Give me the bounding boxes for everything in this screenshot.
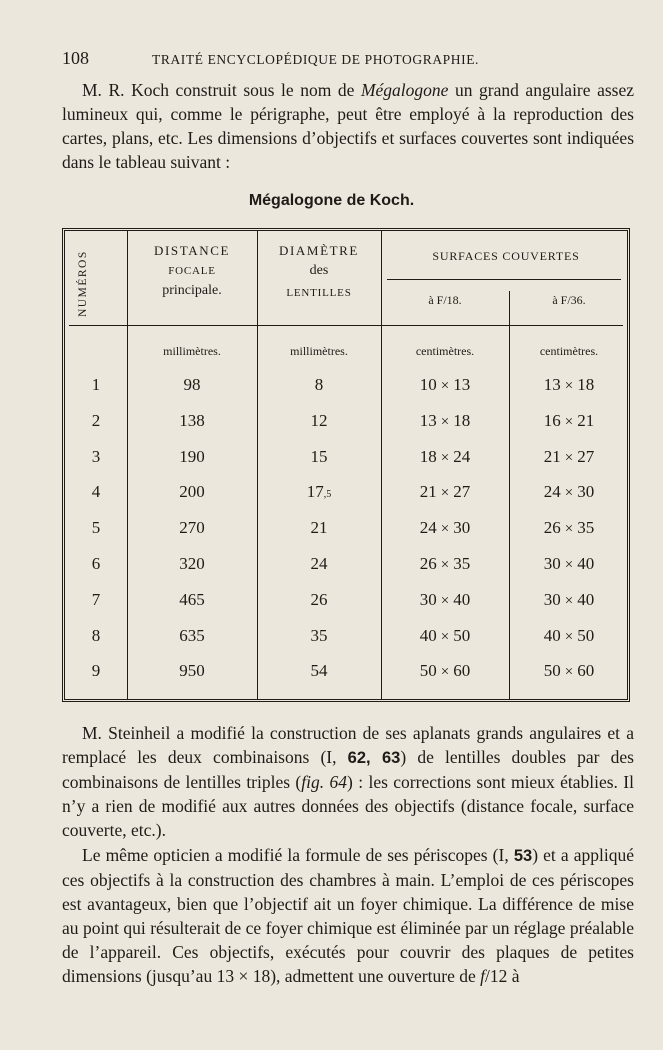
cell-num: 8 bbox=[91, 625, 101, 645]
cell-focale: 190 bbox=[179, 446, 205, 466]
cell-f36: 26 × 35 bbox=[543, 518, 595, 538]
header-distance-1: DISTANCE bbox=[153, 243, 231, 258]
header-diametre-1: DIAMÈTRE bbox=[279, 243, 359, 258]
para2-text-1: M. Steinheil a modifié la construction de ses aplanats grands angulaires et a remplacé les deux combinaisons (I, bbox=[62, 723, 634, 767]
intro-text-2: un grand angulaire assez lumineux qui, comme le périgraphe, peut être employé à la reproduction des cartes, plans, etc. Les dimensions d’objectifs et surfaces couvertes sont indiquées dans le tableau suivant : bbox=[62, 80, 635, 172]
header-surfaces: SURFACES COUVERTES bbox=[432, 249, 580, 263]
cell-diametre: 21 bbox=[310, 518, 328, 538]
cell-f18: 40 × 50 bbox=[419, 625, 471, 645]
intro-lens-name: Mégalogone bbox=[360, 80, 449, 100]
cell-f18: 10 × 13 bbox=[419, 375, 471, 394]
cell-f18: 13 × 18 bbox=[419, 410, 471, 430]
cell-focale: 320 bbox=[179, 554, 205, 573]
cell-f18: 18 × 24 bbox=[419, 446, 471, 466]
steinheil-paragraph bbox=[62, 721, 634, 842]
surfaces-rule bbox=[387, 279, 621, 280]
header-distance-2: FOCALE bbox=[168, 265, 216, 277]
cell-num: 1 bbox=[91, 375, 101, 394]
cell-focale: 138 bbox=[179, 410, 205, 430]
para2-ref: 62, 63 bbox=[347, 749, 401, 767]
cell-f18: 30 × 40 bbox=[419, 589, 471, 609]
cell-f36: 13 × 18 bbox=[543, 375, 595, 394]
cell-focale: 270 bbox=[179, 518, 205, 538]
cell-f36: 40 × 50 bbox=[543, 625, 595, 645]
unit-f18: centimètres. bbox=[415, 344, 475, 358]
cell-focale: 200 bbox=[179, 482, 205, 502]
para3-f-symbol: f bbox=[480, 966, 485, 986]
megalogone-table bbox=[62, 228, 630, 702]
cell-focale: 465 bbox=[179, 589, 205, 609]
cell-diametre: 15 bbox=[310, 446, 328, 466]
cell-f36: 16 × 21 bbox=[543, 410, 595, 430]
cell-f36: 21 × 27 bbox=[543, 446, 595, 466]
unit-distance: millimètres. bbox=[163, 344, 221, 358]
para3-text-2: ) et a appliqué ces objectifs à la construction des chambres à main. L’emploi de ces périscopes est avantageux, bien que l’objectif ait un foyer chimique. La différence de mise au point qui résulterait de ce foyer chimique est éliminée par un réglage préalable de l’appareil. Ces objectifs, exécutés pour couvrir des plaques de petites dimensions (jusqu’au 13 × 18), admettent une ouverture de bbox=[62, 845, 635, 986]
cell-num: 5 bbox=[91, 518, 101, 538]
page-header bbox=[62, 48, 633, 69]
cell-diametre: 17,5 bbox=[306, 482, 332, 502]
cell-f18: 24 × 30 bbox=[419, 518, 471, 538]
header-f36: à F/36. bbox=[552, 293, 586, 307]
cell-f18: 50 × 60 bbox=[419, 661, 471, 681]
header-f18: à F/18. bbox=[428, 293, 462, 307]
cell-f18: 26 × 35 bbox=[419, 554, 471, 573]
cell-num: 3 bbox=[91, 446, 101, 466]
cell-focale: 950 bbox=[179, 661, 205, 681]
para3-text-1: Le même opticien a modifié la formule de ses périscopes (I, bbox=[82, 845, 514, 865]
table-title: Mégalogone de Koch. bbox=[248, 192, 415, 209]
para3-ref: 53 bbox=[513, 847, 533, 865]
cell-focale: 98 bbox=[183, 375, 201, 394]
intro-paragraph bbox=[62, 78, 634, 174]
para2-text-3: ) : les corrections sont mieux établies. Il n’y a rien de modifié aux autres données des objectifs (distance focale, surface couverte, etc.). bbox=[62, 772, 634, 840]
cell-f36: 30 × 40 bbox=[543, 589, 595, 609]
header-diametre bbox=[257, 243, 381, 299]
cell-diametre: 26 bbox=[310, 589, 328, 609]
cell-num: 9 bbox=[91, 661, 101, 681]
cell-num: 6 bbox=[91, 554, 101, 573]
cell-diametre: 24 bbox=[310, 554, 328, 573]
running-title: TRAITÉ ENCYCLOPÉDIQUE DE PHOTOGRAPHIE. bbox=[152, 52, 480, 67]
cell-f36: 30 × 40 bbox=[543, 554, 595, 573]
cell-f36: 50 × 60 bbox=[543, 661, 595, 681]
header-diametre-2: des bbox=[309, 263, 329, 278]
header-rule bbox=[69, 325, 623, 326]
cell-f36: 24 × 30 bbox=[543, 482, 595, 502]
cell-diametre: 8 bbox=[314, 375, 324, 394]
header-distance-3: principale. bbox=[162, 283, 222, 298]
cell-num: 4 bbox=[91, 482, 101, 502]
unit-f36: centimètres. bbox=[539, 344, 599, 358]
header-diametre-3: LENTILLES bbox=[286, 287, 352, 299]
para2-text-2: ) de lentilles doubles par des combinaisons de lentilles triples ( bbox=[62, 747, 634, 792]
page-number: 108 bbox=[62, 48, 89, 68]
para3-text-3: /12 à bbox=[484, 966, 520, 986]
cell-diametre: 54 bbox=[310, 661, 328, 681]
header-numeros: NUMÉROS bbox=[77, 250, 89, 317]
header-distance bbox=[127, 243, 257, 299]
cell-diametre: 12 bbox=[310, 410, 328, 430]
cell-focale: 635 bbox=[179, 625, 205, 645]
cell-diametre: 35 bbox=[310, 625, 328, 645]
cell-f18: 21 × 27 bbox=[419, 482, 471, 502]
periscope-paragraph bbox=[62, 843, 634, 988]
intro-text-1: M. R. Koch construit sous le nom de bbox=[82, 80, 361, 100]
para2-fig-ref: fig. 64 bbox=[301, 772, 347, 792]
cell-num: 2 bbox=[91, 410, 101, 430]
cell-num: 7 bbox=[91, 589, 101, 609]
unit-diametre: millimètres. bbox=[290, 344, 348, 358]
